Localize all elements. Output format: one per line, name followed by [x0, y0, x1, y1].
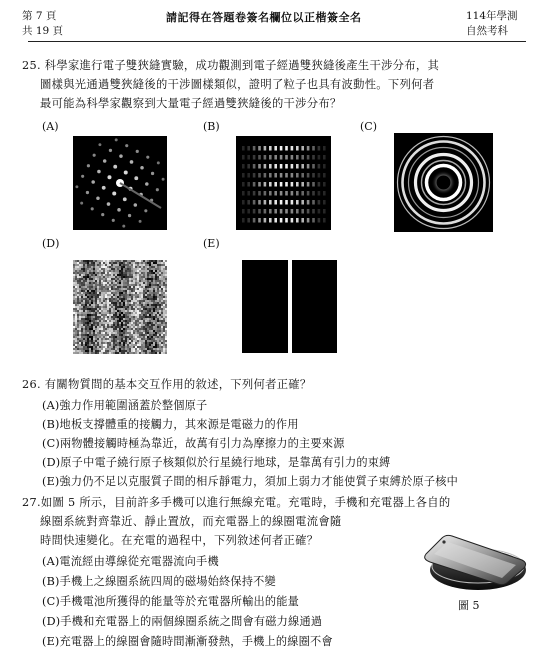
q27-line-3: 時間快速變化。在充電的過程中，下列敘述何者正確？: [40, 534, 319, 547]
wireless-charger-photo: [412, 520, 536, 598]
q26-option-b: (B)地板支撐體重的接觸力，其來源是電磁力的作用: [42, 418, 299, 431]
total-pages: 共 19 頁: [22, 25, 64, 37]
q25-option-a-image: [73, 136, 167, 230]
exam-year: 114年學測: [466, 10, 518, 22]
q25-option-d-label: (D): [42, 237, 60, 250]
q25-option-b-label: (B): [203, 120, 220, 133]
q27-option-d: (D)手機和充電器上的兩個線圈系統之間會有磁力線通過: [42, 615, 323, 628]
q25-option-d-image: [73, 260, 167, 354]
q25-line-3: 最可能為科學家觀察到大量電子經過雙狹縫後的干涉分布？: [40, 97, 342, 110]
q25-option-c-label: (C): [360, 120, 377, 133]
q26-option-d: (D)原子中電子繞行原子核類似於行星繞行地球，是靠萬有引力的束縛: [42, 456, 391, 469]
q26-stem: 26. 有關物質間的基本交互作用的敘述，下列何者正確？: [22, 378, 312, 391]
q25-line-2: 圖樣與光通過雙狹縫後的干涉圖樣類似，證明了粒子也具有波動性。下列何者: [40, 78, 435, 91]
q27-line-2: 線圈系統對齊靠近、靜止置放，而充電器上的線圈電流會隨: [40, 515, 342, 528]
q25-option-c-image: [394, 133, 493, 232]
header-rule: [28, 41, 526, 42]
q25-option-b-image: [236, 136, 331, 230]
signature-notice: 請記得在答題卷簽名欄位以正楷簽全名: [166, 11, 362, 24]
figure-5-label: 圖 5: [458, 599, 480, 612]
q27-option-a: (A)電流經由導線從充電器流向手機: [42, 555, 219, 568]
page-number: 第 7 頁: [22, 10, 57, 22]
q27-option-b: (B)手機上之線圈系統四周的磁場始終保持不變: [42, 575, 276, 588]
q25-line-1: 25. 科學家進行電子雙狹縫實驗，成功觀測到電子經過雙狹縫後產生干涉分布，其: [22, 59, 440, 72]
q27-option-e: (E)充電器上的線圈會隨時間漸漸發熱，手機上的線圈不會: [42, 635, 333, 648]
q26-option-e: (E)強力仍不足以克服質子間的相斥靜電力，須加上弱力才能使質子束縛於原子核中: [42, 475, 459, 488]
q27-line-1: 27.如圖 5 所示，目前許多手機可以進行無線充電。充電時，手機和充電器上各自的: [22, 496, 451, 509]
q26-option-a: (A)強力作用範圍涵蓋於整個原子: [42, 399, 208, 412]
q27-option-c: (C)手機電池所獲得的能量等於充電器所輸出的能量: [42, 595, 300, 608]
q26-option-c: (C)兩物體接觸時極為靠近，故萬有引力為摩擦力的主要來源: [42, 437, 345, 450]
exam-subject: 自然考科: [466, 25, 508, 37]
q25-option-a-label: (A): [42, 120, 59, 133]
q25-option-e-image: [242, 260, 337, 353]
q25-option-e-label: (E): [203, 237, 220, 250]
